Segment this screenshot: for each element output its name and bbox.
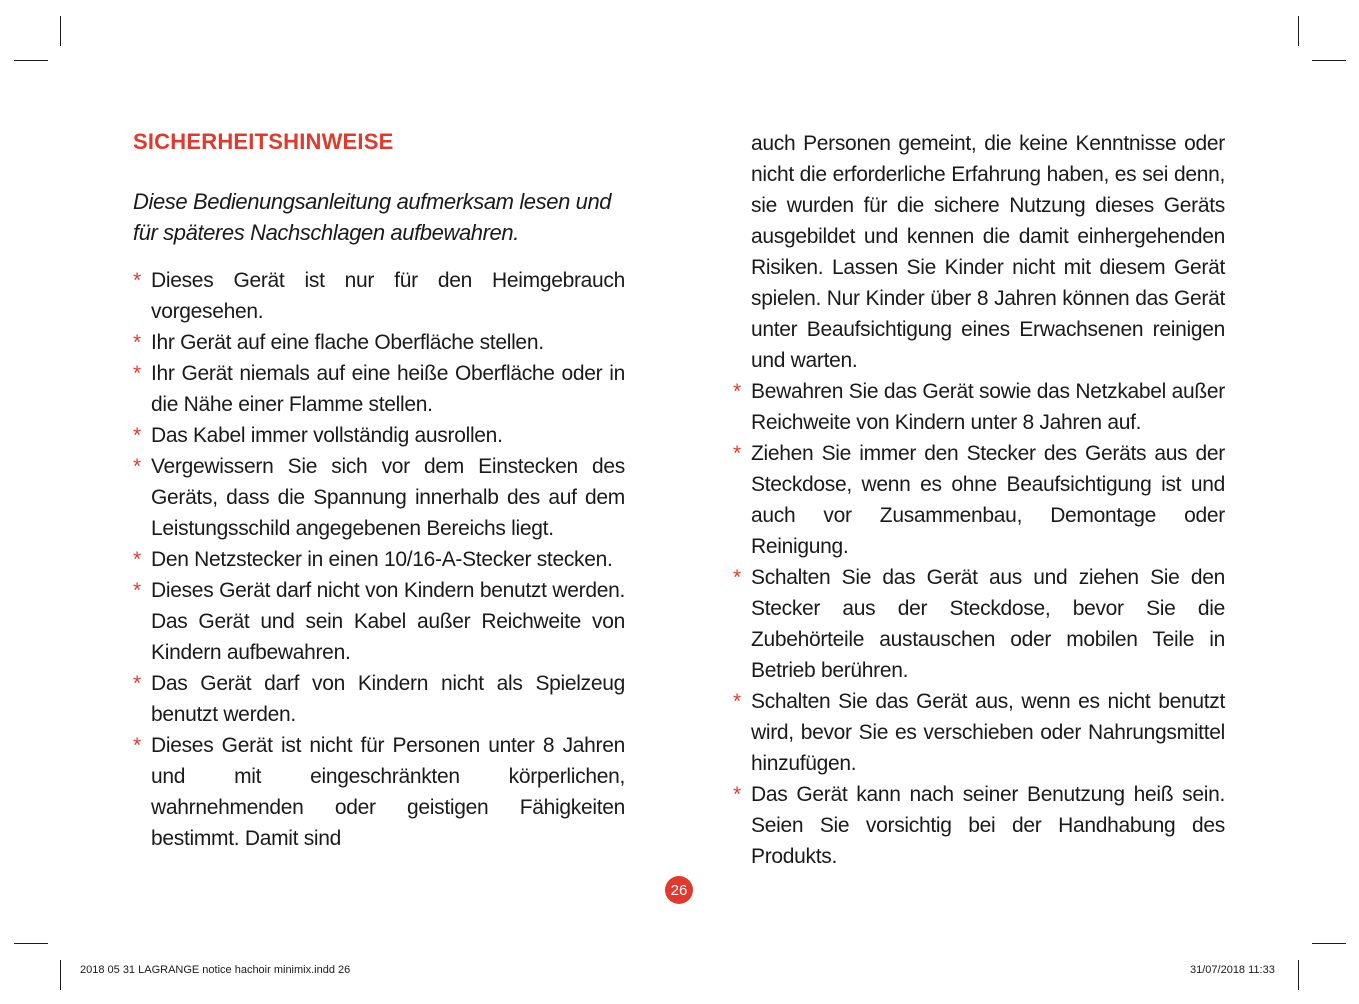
asterisk-bullet-icon: * <box>133 331 141 354</box>
list-item <box>733 779 1225 872</box>
asterisk-bullet-icon: * <box>733 783 741 806</box>
list-item-text: Ihr Gerät auf eine flache Oberfläche stellen. <box>151 331 544 354</box>
section-heading: SICHERHEITSHINWEISE <box>133 129 394 154</box>
list-item-text: Dieses Gerät ist nicht für Personen unter 8 Jahren und mit eingeschränkten körperlichen, wahrnehmenden oder geistigen Fähigkeiten bestimmt. Damit sind <box>151 734 625 850</box>
asterisk-bullet-icon: * <box>133 672 141 695</box>
list-item-text: Bewahren Sie das Gerät sowie das Netzkabel außer Reichweite von Kindern unter 8 Jahren auf. <box>751 380 1225 434</box>
right-safety-list <box>733 376 1225 872</box>
asterisk-bullet-icon: * <box>733 566 741 589</box>
asterisk-bullet-icon: * <box>733 690 741 713</box>
list-item <box>733 562 1225 686</box>
list-item <box>133 265 625 327</box>
asterisk-bullet-icon: * <box>733 442 741 465</box>
list-item-text: Schalten Sie das Gerät aus und ziehen Sie den Stecker aus der Steckdose, bevor Sie die Zubehörteile austauschen oder mobilen Teile in Betrieb berühren. <box>751 566 1225 682</box>
right-column <box>733 128 1225 872</box>
list-item <box>133 358 625 420</box>
page-number-badge: 26 <box>665 876 693 904</box>
list-item <box>733 438 1225 562</box>
list-item <box>733 376 1225 438</box>
list-item-text: Schalten Sie das Gerät aus, wenn es nicht benutzt wird, bevor Sie es verschieben oder Nahrungsmittel hinzufügen. <box>751 690 1225 775</box>
crop-mark <box>14 60 48 61</box>
asterisk-bullet-icon: * <box>133 269 141 292</box>
list-item-text: Ihr Gerät niemals auf eine heiße Oberfläche oder in die Nähe einer Flamme stellen. <box>151 362 625 416</box>
list-item <box>133 544 625 575</box>
asterisk-bullet-icon: * <box>133 362 141 385</box>
list-item-text: Das Gerät kann nach seiner Benutzung heiß sein. Seien Sie vorsichtig bei der Handhabung des Produkts. <box>751 783 1225 868</box>
list-item-text: Dieses Gerät darf nicht von Kindern benutzt werden. Das Gerät und sein Kabel außer Reichweite von Kindern aufbewahren. <box>151 579 625 664</box>
crop-mark <box>14 943 48 944</box>
list-item-text: Das Gerät darf von Kindern nicht als Spielzeug benutzt werden. <box>151 672 625 726</box>
left-safety-list <box>133 265 625 854</box>
list-item <box>733 686 1225 779</box>
asterisk-bullet-icon: * <box>733 380 741 403</box>
list-item-text: Vergewissern Sie sich vor dem Einstecken des Geräts, dass die Spannung innerhalb des auf dem Leistungsschild angegebenen Bereichs liegt. <box>151 455 625 540</box>
asterisk-bullet-icon: * <box>133 734 141 757</box>
list-item-text: Ziehen Sie immer den Stecker des Geräts aus der Steckdose, wenn es ohne Beaufsichtigung ist und auch vor Zusammenbau, Demontage oder Reinigung. <box>751 442 1225 558</box>
crop-mark <box>1298 16 1299 46</box>
asterisk-bullet-icon: * <box>133 455 141 478</box>
list-item <box>133 420 625 451</box>
list-item <box>133 451 625 544</box>
intro-text: Diese Bedienungsanleitung aufmerksam lesen und für späteres Nachschlagen aufbewahren. <box>133 189 612 245</box>
list-item-text: Das Kabel immer vollständig ausrollen. <box>151 424 503 447</box>
list-item <box>133 575 625 668</box>
asterisk-bullet-icon: * <box>133 548 141 571</box>
list-item <box>133 730 625 854</box>
list-item <box>133 327 625 358</box>
list-item-text: Den Netzstecker in einen 10/16-A-Stecker stecken. <box>151 548 613 571</box>
crop-mark <box>1312 60 1346 61</box>
crop-mark <box>60 16 61 46</box>
asterisk-bullet-icon: * <box>133 579 141 602</box>
crop-mark <box>1312 943 1346 944</box>
left-column <box>133 128 625 854</box>
crop-mark <box>60 960 61 990</box>
crop-mark <box>1298 960 1299 990</box>
slug-filename: 2018 05 31 LAGRANGE notice hachoir minimix.indd 26 <box>80 964 351 976</box>
asterisk-bullet-icon: * <box>133 424 141 447</box>
continued-text: auch Personen gemeint, die keine Kenntnisse oder nicht die erforderliche Erfahrung haben, es sei denn, sie wurden für die sichere Nutzung dieses Geräts ausgebildet und kennen die damit einhergehenden Risiken. Lassen Sie Kinder nicht mit diesem Gerät spielen. Nur Kinder über 8 Jahren können das Gerät unter Beaufsichtigung eines Erwachsenen reinigen und warten. <box>751 132 1225 372</box>
list-item <box>133 668 625 730</box>
slug-datetime: 31/07/2018 11:33 <box>1190 964 1275 976</box>
list-item-text: Dieses Gerät ist nur für den Heimgebrauch vorgesehen. <box>151 269 625 323</box>
